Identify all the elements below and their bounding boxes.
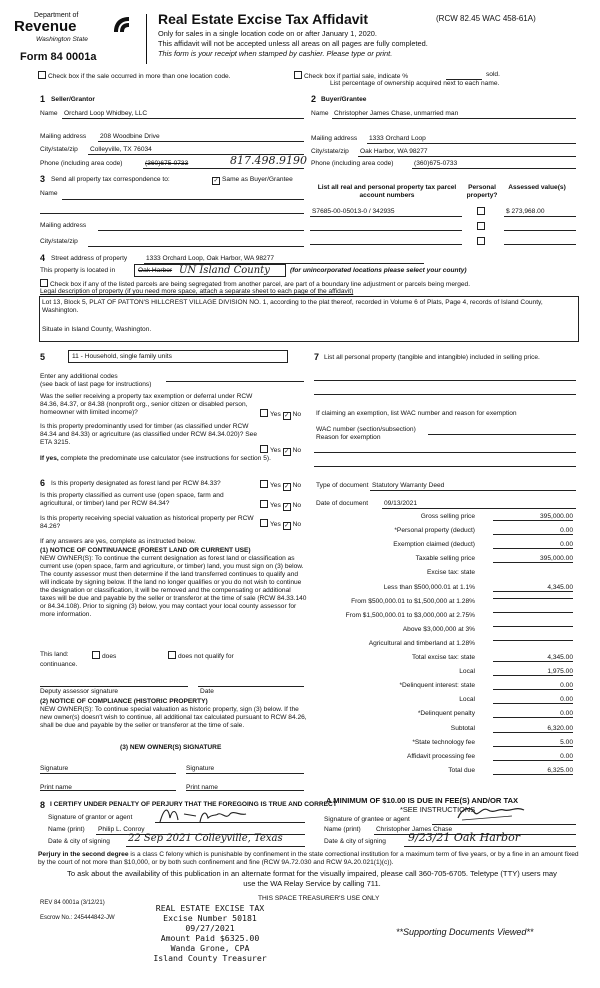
section5-num: 5 <box>40 352 46 362</box>
section5-q1-answer[interactable] <box>260 409 301 420</box>
section7-num: 7 <box>314 352 320 362</box>
dor-logo <box>14 12 132 50</box>
checkbox-checked-icon[interactable]: ✓ <box>284 413 290 419</box>
checkbox-icon[interactable] <box>168 651 176 659</box>
seller-phone-line <box>143 168 304 169</box>
grantor-date-line <box>126 846 305 847</box>
calc-value[interactable] <box>493 598 573 599</box>
parcel-line1 <box>310 216 462 217</box>
section5-q2: Is this property predominantly used for timber (as classified under RCW 84.34 and 84.33) or agriculture (as classified under RCW 84.34.020)? See ETA 3215. <box>40 423 257 446</box>
calc-row <box>315 767 573 777</box>
no-label: No <box>292 411 302 418</box>
does-check[interactable] <box>92 651 116 661</box>
calc-value[interactable]: 1,975.00 <box>493 668 573 676</box>
calc-row <box>315 753 573 763</box>
stamp-line: Wanda Grone, CPA <box>170 943 250 953</box>
owner-print-label2: Print name <box>186 784 218 791</box>
new-owner-sig-title: (3) NEW OWNER(S) SIGNATURE <box>120 744 222 751</box>
grantee-name[interactable]: Christopher James Chase <box>376 826 453 833</box>
calc-row <box>315 569 573 579</box>
calc-row <box>315 640 573 650</box>
stamp-line: 09/27/2021 <box>185 923 235 933</box>
additional-codes-note: (see back of last page for instructions) <box>40 381 152 388</box>
owner-sig-label1: Signature <box>40 765 69 772</box>
section6-q1-answer[interactable] <box>260 480 301 491</box>
calc-value[interactable]: 0.00 <box>493 753 573 761</box>
seller-mail[interactable]: 208 Woodbine Drive <box>100 133 160 140</box>
grantor-sig-line <box>155 822 305 823</box>
perjury-text: is a class C felony which is punishable by confinement in the state correctional institution for a maximum term of five years, or by a fine in an amount fixed by the court of not more than $10,000, or by both such confinement and fine (RCW 9A.72.030 and RCW 9A.20.021(1)(c)). <box>38 851 579 866</box>
calc-value[interactable] <box>493 612 573 613</box>
grantee-date-handwritten[interactable]: 9/23/21 Oak Harbor <box>408 831 520 844</box>
grantee-date-label: Date & city of signing <box>324 838 386 845</box>
if-yes-bold: If yes, <box>40 455 59 462</box>
legal-label: Legal description of property (if you need more space, attach a separate sheet to each page of the affidavit) <box>40 288 354 295</box>
calc-row <box>315 598 573 608</box>
location-struck: Oak Harbor <box>138 267 173 274</box>
calc-label: Exemption claimed (deduct) <box>393 541 475 549</box>
section1-num: 1 <box>40 94 46 104</box>
logo-word: Revenue <box>14 18 77 35</box>
same-as-label: Same as Buyer/Grantee <box>222 176 293 183</box>
checkbox-icon[interactable] <box>260 480 268 488</box>
section3-name-line[interactable] <box>62 199 304 200</box>
calc-label: Excise tax: state <box>426 569 475 577</box>
supporting-docs-note: **Supporting Documents Viewed** <box>396 927 534 937</box>
section3-mail-line[interactable] <box>98 230 304 231</box>
buyer-name-label: Name <box>311 110 329 117</box>
yes-label: Yes <box>270 411 281 418</box>
checkbox-icon[interactable] <box>260 500 268 508</box>
section6-q3-answer[interactable] <box>260 519 301 530</box>
calc-row <box>315 626 573 636</box>
section7-text: List all personal property (tangible and intangible) included in selling price. <box>324 354 540 361</box>
calc-value[interactable]: 0.00 <box>493 682 573 690</box>
this-land-label: This land: <box>40 651 69 658</box>
section6-q3: Is this property receiving special valuation as historical property per RCW 84.26? <box>40 515 254 530</box>
grantor-date-handwritten[interactable]: 22 Sep 2021 Colleyville, Texas <box>128 833 283 844</box>
calc-label: *Delinquent interest: state <box>399 682 475 690</box>
calc-row <box>315 541 573 551</box>
section4-num: 4 <box>40 253 46 263</box>
street-address[interactable]: 1333 Orchard Loop, Oak Harbor, WA 98277 <box>146 255 275 262</box>
grantee-signature[interactable] <box>452 802 532 824</box>
calc-row <box>315 513 573 523</box>
section6-num: 6 <box>40 478 46 488</box>
buyer-phone[interactable]: (360)675-0733 <box>414 160 458 167</box>
calc-label: Agricultural and timberland at 1.28% <box>368 639 475 647</box>
section3-num: 3 <box>40 174 46 184</box>
buyer-mail[interactable]: 1333 Orchard Loop <box>369 135 426 142</box>
personal-col-header: Personal property? <box>466 184 498 199</box>
seller-city-label: City/state/zip <box>40 146 78 153</box>
minimum-due: A MINIMUM OF $10.00 IS DUE IN FEE(S) AND/OR TAX <box>326 796 519 805</box>
availability-notice: To ask about the availability of this publication in an alternate format for the visually impaired, please call 360-705-6705. Teletype (TTY) users may use the WA Relay Service by calling 711. <box>67 869 557 888</box>
no-label: No <box>292 482 302 489</box>
yes-label: Yes <box>270 502 281 509</box>
buyer-phone-line <box>412 168 576 169</box>
buyer-name-line <box>332 118 576 119</box>
reason-label: Reason for exemption <box>316 434 381 441</box>
buyer-phone-label: Phone (including area code) <box>311 160 394 167</box>
calc-row <box>315 725 573 735</box>
seller-phone-struck: (360)675-0733 <box>145 160 189 167</box>
treasurer-use-only: THIS SPACE TREASURER'S USE ONLY <box>258 895 380 902</box>
doc-date[interactable]: 09/13/2021 <box>384 500 418 507</box>
stamp-line: Excise Number 50181 <box>163 913 257 923</box>
section6-q1: Is this property designated as forest land per RCW 84.33? <box>51 480 221 487</box>
calc-value[interactable]: 4,345.00 <box>493 584 573 592</box>
calc-value[interactable]: 0.00 <box>493 527 573 535</box>
calc-row <box>315 696 573 706</box>
notice1-text: NEW OWNER(S): To continue the current designation as forest land or classification as current use (open space, farm and agriculture, or timber) land, you must sign on (3) below. The county assessor must then determine if the land transferred continues to qualify and will indicate by signing below. If the land no longer qualifies or you do not wish to continue the designation or classification, it will be removed and the compensating or additional taxes will be due and payable by the seller or transferor at the time of sale (RCW 84.33.140 or 84.34.108). Prior to signing (3) below, you may contact your local county assessor for more information. <box>40 555 307 618</box>
yes-label: Yes <box>270 447 281 454</box>
checkbox-checked-icon[interactable]: ✓ <box>284 523 290 529</box>
calc-row <box>315 654 573 664</box>
perjury-bold: Perjury in the second degree <box>38 851 129 858</box>
calc-label: Taxable selling price <box>415 555 475 563</box>
calc-label: Local <box>459 668 475 676</box>
rev-number: REV 84 0001a (3/12/21) <box>40 900 105 906</box>
buyer-mail-label: Mailing address <box>311 135 358 142</box>
section5-q2-note <box>40 455 290 463</box>
owner-sig-label2: Signature <box>186 765 215 772</box>
header-note3: This form is your receipt when stamped by cashier. Please type or print. <box>158 49 393 58</box>
checkbox-icon[interactable] <box>38 71 46 79</box>
section2-num: 2 <box>311 94 317 104</box>
exemption-label: If claiming an exemption, list WAC number and reason for exemption <box>316 410 517 417</box>
parcel-line3[interactable] <box>310 244 462 245</box>
calc-row <box>315 527 573 537</box>
header-note2: This affidavit will not be accepted unless all areas on all pages are fully completed. <box>158 39 428 48</box>
calc-row <box>315 682 573 692</box>
buyer-mail-line <box>367 143 576 144</box>
buyer-city[interactable]: Oak Harbor, WA 98277 <box>360 148 428 155</box>
seller-heading: Seller/Grantor <box>51 96 95 103</box>
form-rcw: (RCW 82.45 WAC 458-61A) <box>436 14 536 23</box>
does-not-label: does not qualify for <box>178 653 234 660</box>
stamp-line: Amount Paid $6325.00 <box>160 933 260 943</box>
notice2-text: NEW OWNER(S): To continue special valuation as historic property, sign (3) below. If the new owner(s) doesn't wish to continue, all additional tax calculated pursuant to RCW 84.26, shall be due and payable by the seller or transferor at the time of sale. <box>40 706 307 729</box>
notice1-title: (1) NOTICE OF CONTINUANCE (FOREST LAND OR CURRENT USE) <box>40 547 251 554</box>
same-as-buyer-check[interactable] <box>212 176 293 185</box>
additional-codes-label: Enter any additional codes <box>40 373 118 380</box>
calc-value[interactable]: 6,325.00 <box>493 767 573 775</box>
reason-line2[interactable] <box>314 466 576 467</box>
section3-blank-line[interactable] <box>40 213 304 214</box>
logo-line3: Washington State <box>36 36 88 43</box>
parcel-number[interactable]: S7685-00-05013-0 / 342935 <box>312 208 395 215</box>
owner-print-label1: Print name <box>40 784 72 791</box>
checkbox-icon[interactable] <box>260 519 268 527</box>
header-divider <box>146 14 147 64</box>
street-label: Street address of property <box>51 255 128 262</box>
checkbox-icon[interactable] <box>92 651 100 659</box>
calc-value[interactable]: 4,345.00 <box>493 654 573 662</box>
yes-label: Yes <box>270 482 281 489</box>
notice2-title: (2) NOTICE OF COMPLIANCE (HISTORIC PROPERTY) <box>40 698 208 705</box>
personal-property-line1[interactable] <box>314 380 576 381</box>
grantor-name[interactable]: Philip L. Conroy <box>98 826 145 833</box>
owner-sig-line1[interactable] <box>40 773 176 774</box>
assessed-line2[interactable] <box>504 230 576 231</box>
section8-num: 8 <box>40 800 46 810</box>
adjoin-label: Check box if any of the listed parcels are being segregated from another parcel, are part of a boundary line adjustment or parcels being merged. <box>50 281 471 288</box>
section3-name-label: Name <box>40 190 58 197</box>
legal-text2: Situate in Island County, Washington. <box>42 326 152 333</box>
doc-type-label: Type of document <box>316 482 369 489</box>
personal-property-checkbox-3[interactable] <box>477 237 485 245</box>
calc-value[interactable] <box>493 640 573 641</box>
parcel-col-header: List all real and personal property tax parcel account numbers <box>317 184 457 199</box>
grantee-date-line <box>404 846 576 847</box>
assessed-value[interactable]: $ 273,968.00 <box>506 208 545 215</box>
seller-phone-label: Phone (including area code) <box>40 160 123 167</box>
wac-field[interactable] <box>428 434 576 435</box>
calc-label: *State technology fee <box>412 738 475 746</box>
calc-row <box>315 710 573 720</box>
no-label: No <box>292 502 302 509</box>
doc-type[interactable]: Statutory Warranty Deed <box>372 482 445 489</box>
calc-value[interactable]: 395,000.00 <box>493 555 573 563</box>
calc-row <box>315 739 573 749</box>
assessor-date-line[interactable] <box>198 686 304 687</box>
assessor-sig-line[interactable] <box>40 686 188 687</box>
buyer-name[interactable]: Christopher James Chase, unmarried man <box>334 110 459 117</box>
grantee-sig-line <box>432 824 576 825</box>
checkbox-icon[interactable] <box>294 71 302 79</box>
calc-value[interactable]: 5.00 <box>493 739 573 747</box>
section6-q2: Is this property classified as current use (open space, farm and agricultural, or timber) land per RCW 84.34? <box>40 492 224 507</box>
buyer-city-label: City/state/zip <box>311 148 349 155</box>
continuance-label: continuance. <box>40 661 78 668</box>
escrow-number: Escrow No.: 245444842-JW <box>40 915 115 921</box>
section3-text: Send all property tax correspondence to: <box>51 176 170 183</box>
calc-row <box>315 612 573 622</box>
parcel-line2[interactable] <box>310 230 462 231</box>
calc-label: Total due <box>448 766 475 774</box>
calc-value[interactable] <box>493 626 573 627</box>
calc-label: Total excise tax: state <box>411 654 475 661</box>
no-label: No <box>292 447 302 454</box>
seller-city[interactable]: Colleyville, TX 76034 <box>90 146 152 153</box>
if-yes-note: If any answers are yes, complete as instructed below. <box>40 538 197 545</box>
does-not-check[interactable] <box>168 651 234 661</box>
section3-city-line[interactable] <box>88 246 304 247</box>
partial-sale-label: Check box if partial sale, indicate % <box>304 73 409 80</box>
section6-q2-answer[interactable] <box>260 500 301 511</box>
wac-label: WAC number (section/subsection) <box>316 426 416 433</box>
buyer-city-line <box>358 156 576 157</box>
seller-name-line <box>62 118 304 119</box>
checkbox-checked-icon[interactable]: ✓ <box>284 504 290 510</box>
seller-name-label: Name <box>40 110 58 117</box>
seller-phone-handwritten[interactable]: 817.498.9190 <box>230 154 307 167</box>
yes-label: Yes <box>270 521 281 528</box>
assessor-date-label: Date <box>200 688 214 695</box>
grantor-date-label: Date & city of signing <box>48 838 110 845</box>
assessed-line1 <box>504 216 576 217</box>
calc-value[interactable]: 395,000.00 <box>493 513 573 521</box>
grantor-sig-label: Signature of grantor or agent <box>48 814 133 821</box>
calc-label: Above $3,000,000 at 3% <box>402 625 475 633</box>
seller-mail-line <box>98 141 304 142</box>
personal-property-line2[interactable] <box>314 394 576 395</box>
legal-text1: Lot 13, Block 5, PLAT OF PATTON'S HILLCREST VILLAGE DIVISION NO. 1, according to the plat thereof, recorded in Volume 6 of Plats, Page 4, records of Island County, Washington. <box>42 299 543 314</box>
additional-codes-field[interactable] <box>166 381 304 382</box>
seller-name[interactable]: Orchard Loop Whidbey, LLC <box>64 110 148 117</box>
buyer-heading: Buyer/Grantee <box>321 96 367 103</box>
multi-location-label: Check box if the sale occurred in more than one location code. <box>48 73 231 80</box>
grantee-name-label: Name (print) <box>324 826 361 833</box>
assessed-col-header: Assessed value(s) <box>508 184 566 191</box>
personal-property-checkbox-1[interactable] <box>477 207 485 215</box>
certify-statement: I CERTIFY UNDER PENALTY OF PERJURY THAT THE FOREGOING IS TRUE AND CORRECT <box>50 801 337 808</box>
see-instructions: *SEE INSTRUCTIONS <box>400 805 476 814</box>
legal-description-box[interactable] <box>39 296 579 342</box>
checkbox-icon[interactable] <box>260 445 268 453</box>
reason-line1[interactable] <box>314 452 576 453</box>
owner-sig-line2[interactable] <box>186 773 304 774</box>
calc-label: *Personal property (deduct) <box>394 527 475 535</box>
calc-value[interactable]: 0.00 <box>493 541 573 549</box>
doc-date-line <box>382 508 576 509</box>
checkbox-checked-icon[interactable]: ✓ <box>284 484 290 490</box>
ownership-note: List percentage of ownership acquired next to each name. <box>330 80 500 87</box>
located-note: (for unincorporated locations please select your county) <box>290 267 467 274</box>
multi-location-check[interactable] <box>38 71 231 81</box>
assessor-sig-label: Deputy assessor signature <box>40 688 119 695</box>
grantee-sig-label: Signature of grantee or agent <box>324 816 410 823</box>
form-title: Real Estate Excise Tax Affidavit <box>158 11 369 27</box>
calc-row <box>315 668 573 678</box>
location-handwritten: UN Island County <box>179 265 270 276</box>
calc-label: From $500,000.01 to $1,500,000 at 1.28% <box>351 597 475 605</box>
calc-row <box>315 555 573 565</box>
grantor-name-label: Name (print) <box>48 826 85 833</box>
doc-date-label: Date of document <box>316 500 369 507</box>
checkbox-icon[interactable] <box>260 409 268 417</box>
checkbox-icon[interactable] <box>40 279 48 287</box>
calc-value[interactable]: 0.00 <box>493 710 573 718</box>
section5-q1: Was the seller receiving a property tax exemption or deferral under RCW 84.36, 84.37, or 84.38 (nonprofit org., senior citizen or disabled person, homeowner with limited income)? <box>40 393 253 416</box>
calc-row <box>315 584 573 594</box>
assessed-line3[interactable] <box>504 244 576 245</box>
section3-mail-label: Mailing address <box>40 222 87 229</box>
calc-label: Affidavit processing fee <box>406 752 475 760</box>
location-select[interactable] <box>134 264 286 277</box>
calc-label: Local <box>459 696 475 704</box>
stamp-line: REAL ESTATE EXCISE TAX <box>155 903 265 913</box>
section3-city-label: City/state/zip <box>40 238 78 245</box>
form-number: Form 84 0001a <box>20 51 97 63</box>
seller-mail-label: Mailing address <box>40 133 87 140</box>
no-label: No <box>292 521 302 528</box>
located-label: This property is located in <box>40 267 116 274</box>
checkbox-checked-icon[interactable]: ✓ <box>213 178 219 184</box>
doc-type-line <box>370 490 576 491</box>
perjury-notice <box>38 851 580 867</box>
header-note1: Only for sales in a single location code on or after January 1, 2020. <box>158 29 377 38</box>
personal-property-checkbox-2[interactable] <box>477 222 485 230</box>
stamp-line: Island County Treasurer <box>153 953 267 963</box>
calc-value[interactable]: 6,320.00 <box>493 725 573 733</box>
use-code-select[interactable] <box>68 350 288 363</box>
logo-line1: Department of <box>34 12 79 19</box>
q2-note-text: complete the predominate use calculator (see instructions for section 5). <box>60 455 271 462</box>
checkbox-checked-icon[interactable]: ✓ <box>284 449 290 455</box>
does-label: does <box>102 653 117 660</box>
calc-label: Subtotal <box>450 724 475 732</box>
calc-value[interactable]: 0.00 <box>493 696 573 704</box>
calc-label: Gross selling price <box>420 513 475 520</box>
use-code-value: 11 - Household, single family units <box>72 353 172 360</box>
sold-label: sold. <box>486 71 500 78</box>
dor-emblem-icon <box>110 14 132 36</box>
calc-label: *Delinquent penalty <box>417 710 475 718</box>
calc-label: From $1,500,000.01 to $3,000,000 at 2.75% <box>345 611 475 619</box>
calc-label: Less than $500,000.01 at 1.1% <box>383 583 475 591</box>
